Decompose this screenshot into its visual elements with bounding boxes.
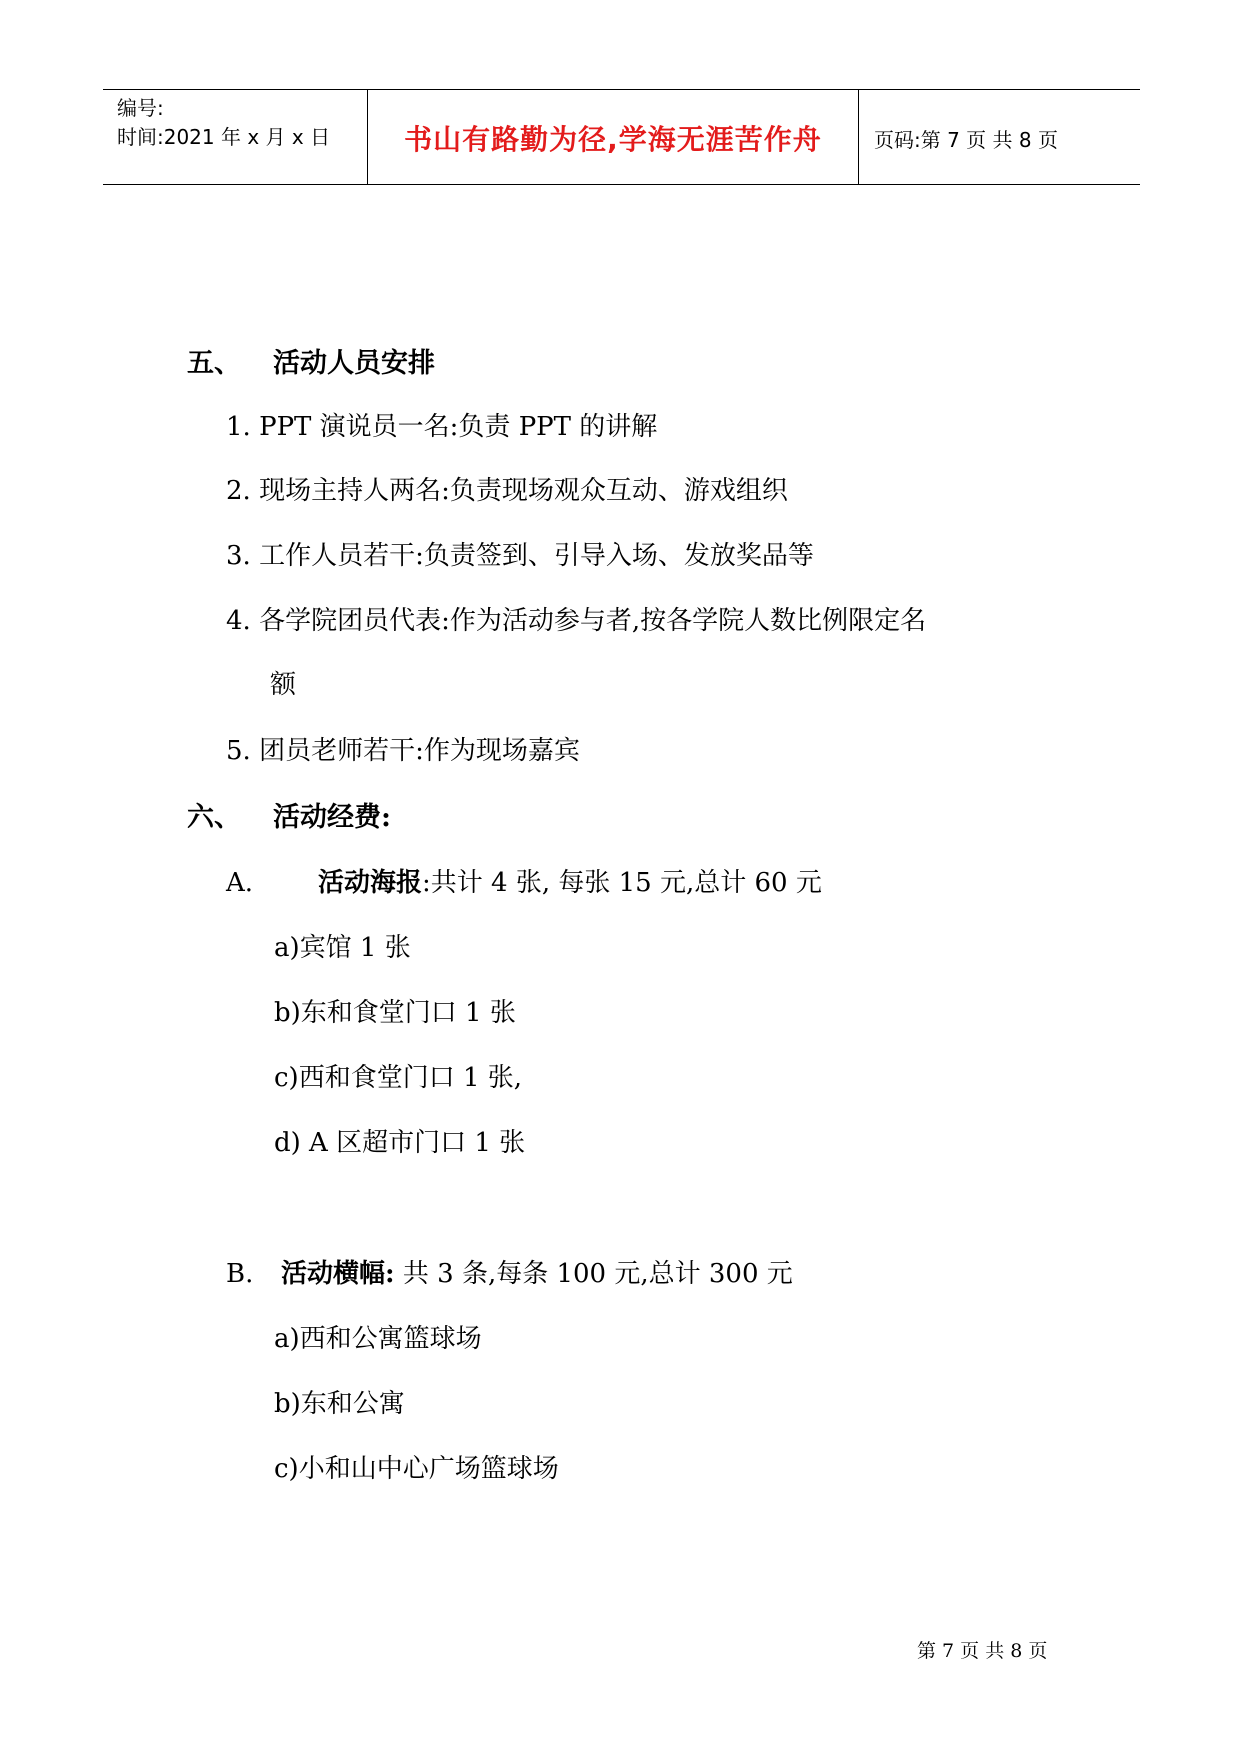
sub-list-item: a)宾馆 1 张 xyxy=(274,933,411,963)
list-item-continuation: 额 xyxy=(270,670,297,700)
list-item: 4. 各学院团员代表:作为活动参与者,按各学院人数比例限定名 xyxy=(226,606,927,636)
budget-item-a-detail: :共计 4 张, 每张 15 元,总计 60 元 xyxy=(422,868,822,898)
sub-list-item: b)东和公寓 xyxy=(274,1389,405,1419)
budget-item-a-label: A. xyxy=(226,868,254,898)
sub-list-item: d) A 区超市门口 1 张 xyxy=(274,1128,526,1158)
header-table xyxy=(103,89,1140,185)
header-motto: 书山有路勤为径,学海无涯苦作舟 xyxy=(404,123,822,156)
section-6-heading xyxy=(187,795,391,834)
budget-item-b-title: 活动横幅: xyxy=(281,1259,395,1289)
header-right-cell xyxy=(860,90,1140,184)
sub-list-item: c)西和食堂门口 1 张, xyxy=(274,1063,523,1093)
sub-list-item: c)小和山中心广场篮球场 xyxy=(274,1454,559,1484)
doc-code-label: 编号: xyxy=(117,96,164,120)
section-5-number: 五、 xyxy=(187,348,241,379)
header-left-cell xyxy=(103,90,368,184)
list-item: 2. 现场主持人两名:负责现场观众互动、游戏组织 xyxy=(226,476,788,506)
budget-item-b xyxy=(226,1253,793,1290)
section-6-number: 六、 xyxy=(187,802,241,833)
page-footer: 第 7 页 共 8 页 xyxy=(917,1640,1048,1662)
budget-item-a xyxy=(226,862,822,899)
budget-item-b-detail: 共 3 条,每条 100 元,总计 300 元 xyxy=(394,1259,793,1289)
budget-item-b-label: B. xyxy=(226,1259,254,1289)
list-item: 1. PPT 演说员一名:负责 PPT 的讲解 xyxy=(226,412,658,442)
section-5-title: 活动人员安排 xyxy=(273,348,435,379)
header-center-cell xyxy=(368,90,859,184)
budget-item-a-title: 活动海报 xyxy=(318,868,423,898)
sub-list-item: a)西和公寓篮球场 xyxy=(274,1324,482,1354)
list-item: 3. 工作人员若干:负责签到、引导入场、发放奖品等 xyxy=(226,541,814,571)
list-item: 5. 团员老师若干:作为现场嘉宾 xyxy=(226,736,580,766)
sub-list-item: b)东和食堂门口 1 张 xyxy=(274,998,516,1028)
section-6-title: 活动经费: xyxy=(273,802,391,833)
section-5-heading xyxy=(187,341,435,380)
doc-time-label: 时间:2021 年 x 月 x 日 xyxy=(117,125,331,149)
header-page-info: 页码:第 7 页 共 8 页 xyxy=(874,128,1058,152)
